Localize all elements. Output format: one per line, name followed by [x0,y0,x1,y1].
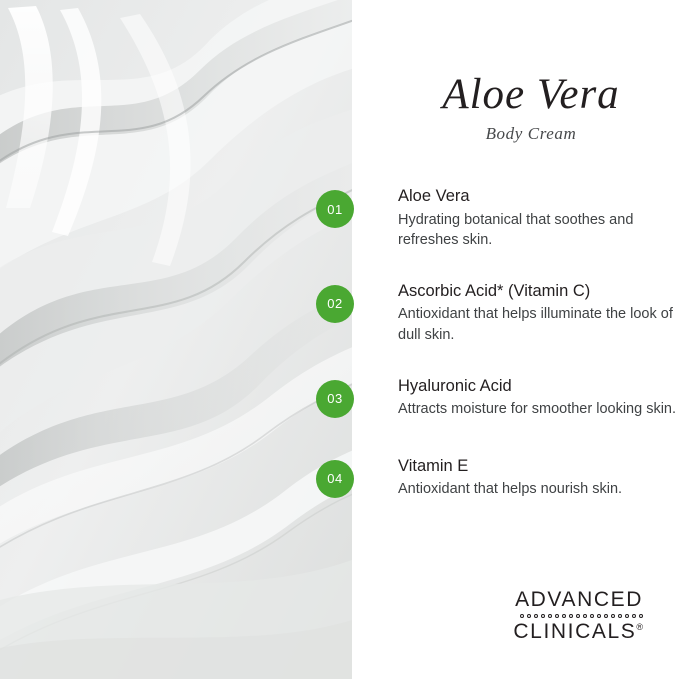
ingredient-description: Hydrating botanical that soothes and refreshes skin. [398,211,634,249]
brand-name-line-2 [513,620,643,643]
brand-dot-divider [513,614,643,618]
ingredient-description: Attracts moisture for smoother looking skin. [398,401,677,418]
brand-dot [639,614,643,618]
ingredient-description: Antioxidant that helps illuminate the look of dull skin. [398,306,673,343]
brand-dot [583,614,587,618]
ingredient-number-badge: 04 [316,460,354,498]
brand-dot [569,614,573,618]
brand-dot [548,614,552,618]
list-item [316,376,679,428]
brand-dot [562,614,566,618]
brand-logo [513,588,643,643]
ingredient-text [398,456,679,500]
ingredient-number-badge: 03 [316,380,354,418]
ingredient-number-badge: 01 [316,190,354,228]
list-item [316,281,679,346]
brand-dot [576,614,580,618]
ingredient-description: Antioxidant that helps nourish skin. [398,481,623,498]
ingredient-name: Vitamin E [398,456,469,475]
brand-dot [534,614,538,618]
brand-dot [597,614,601,618]
ingredient-name: Aloe Vera [398,187,470,205]
content-panel [327,0,679,679]
brand-dot [555,614,559,618]
brand-dot [632,614,636,618]
ingredient-text [398,376,679,420]
registered-mark: ® [636,621,643,632]
brand-name-line-2-text: CLINICALS [513,619,637,643]
product-subtitle: Body Cream [485,124,577,144]
brand-dot [527,614,531,618]
brand-dot [590,614,594,618]
ingredient-name: Ascorbic Acid* (Vitamin C) [398,281,591,300]
list-item [316,456,679,508]
ingredient-list [316,186,679,532]
ingredient-text [398,281,679,346]
brand-dot [611,614,615,618]
brand-name-line-1: ADVANCED [515,587,643,611]
ingredient-name: Hyaluronic Acid [398,376,512,395]
brand-dot [604,614,608,618]
ingredient-number-badge: 02 [316,285,354,323]
brand-dot [618,614,622,618]
list-item [316,186,679,251]
title-block [396,72,666,144]
page-title: Aloe Vera [442,71,620,118]
ingredient-text [398,186,679,251]
brand-dot [541,614,545,618]
brand-dot [625,614,629,618]
brand-dot [520,614,524,618]
